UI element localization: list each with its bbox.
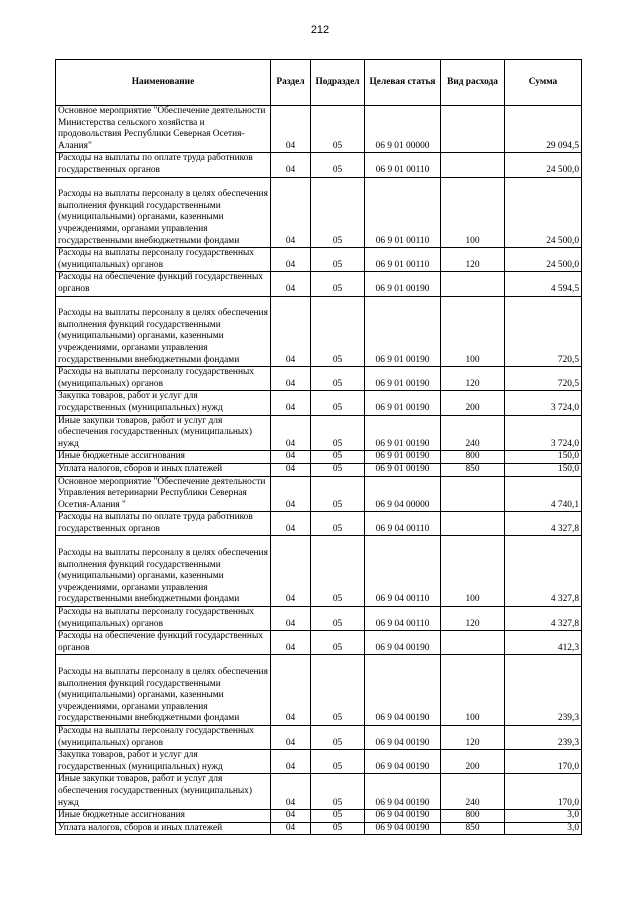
cell-name: Иные бюджетные ассигнования [56,451,271,464]
cell-sum: 24 500,0 [505,177,582,248]
cell-kind [441,476,505,512]
table-row [56,153,582,177]
cell-kind: 200 [441,750,505,774]
cell-name: Уплата налогов, сборов и иных платежей [56,463,271,476]
cell-name: Иные закупки товаров, работ и услуг для обеспечения государственных (муниципальных) нужд [56,774,271,810]
table-row [56,367,582,391]
cell-kind: 100 [441,177,505,248]
table-row [56,248,582,272]
cell-kind: 200 [441,391,505,415]
table-row [56,810,582,823]
cell-section: 04 [271,177,311,248]
cell-sum: 720,5 [505,296,582,367]
cell-target: 06 9 01 00190 [365,296,441,367]
cell-sum: 412,3 [505,631,582,655]
header-name: Наименование [56,60,271,106]
cell-section: 04 [271,391,311,415]
cell-section: 04 [271,106,311,153]
page-number: 212 [310,24,330,36]
cell-sum: 4 594,5 [505,272,582,296]
cell-target: 06 9 01 00110 [365,248,441,272]
cell-name: Расходы на выплаты персоналу в целях обеспечения выполнения функций государственными (муниципальными) органами, казенными учреждениями, органами управления государственными внебюджетными фондами [56,177,271,248]
cell-name: Расходы на выплаты персоналу государственных (муниципальных) органов [56,726,271,750]
table-row [56,177,582,248]
budget-table [55,59,582,835]
cell-name: Иные закупки товаров, работ и услуг для обеспечения государственных (муниципальных) нужд [56,415,271,451]
cell-name: Закупка товаров, работ и услуг для государственных (муниципальных) нужд [56,391,271,415]
table-row [56,655,582,726]
cell-subsection: 05 [311,536,365,607]
cell-subsection: 05 [311,512,365,536]
cell-subsection: 05 [311,726,365,750]
cell-target: 06 9 01 00190 [365,451,441,464]
table-row [56,463,582,476]
cell-subsection: 05 [311,750,365,774]
cell-sum: 29 094,5 [505,106,582,153]
cell-kind: 120 [441,607,505,631]
cell-sum: 3 724,0 [505,391,582,415]
cell-name: Расходы на выплаты по оплате труда работников государственных органов [56,153,271,177]
cell-section: 04 [271,463,311,476]
cell-kind: 120 [441,367,505,391]
cell-name: Основное мероприятие "Обеспечение деятельности Управления ветеринарии Республики Северная Осетия-Алания " [56,476,271,512]
cell-kind: 100 [441,536,505,607]
cell-name: Расходы на выплаты персоналу в целях обеспечения выполнения функций государственными (муниципальными) органами, казенными учреждениями, органами управления государственными внебюджетными фондами [56,536,271,607]
table-row [56,476,582,512]
cell-target: 06 9 04 00190 [365,726,441,750]
header-section: Раздел [271,60,311,106]
cell-section: 04 [271,810,311,823]
cell-name: Расходы на выплаты персоналу в целях обеспечения выполнения функций государственными (муниципальными) органами, казенными учреждениями, органами управления государственными внебюджетными фондами [56,296,271,367]
cell-section: 04 [271,536,311,607]
cell-subsection: 05 [311,607,365,631]
cell-name: Расходы на выплаты персоналу государственных (муниципальных) органов [56,367,271,391]
table-row [56,631,582,655]
cell-kind: 800 [441,451,505,464]
cell-target: 06 9 01 00190 [365,463,441,476]
cell-name: Уплата налогов, сборов и иных платежей [56,822,271,835]
table-row [56,106,582,153]
cell-target: 06 9 04 00190 [365,750,441,774]
cell-name: Иные бюджетные ассигнования [56,810,271,823]
header-kind: Вид расхода [441,60,505,106]
table-header-row [56,60,582,106]
cell-target: 06 9 04 00190 [365,810,441,823]
cell-section: 04 [271,631,311,655]
cell-kind: 850 [441,822,505,835]
cell-target: 06 9 04 00000 [365,476,441,512]
cell-target: 06 9 01 00110 [365,153,441,177]
cell-section: 04 [271,774,311,810]
cell-sum: 24 500,0 [505,248,582,272]
table-row [56,726,582,750]
cell-target: 06 9 04 00190 [365,631,441,655]
cell-kind: 120 [441,726,505,750]
cell-name: Расходы на выплаты персоналу государственных (муниципальных) органов [56,607,271,631]
cell-section: 04 [271,367,311,391]
cell-target: 06 9 04 00110 [365,512,441,536]
cell-sum: 720,5 [505,367,582,391]
cell-target: 06 9 04 00190 [365,655,441,726]
cell-kind: 850 [441,463,505,476]
cell-sum: 4 327,8 [505,536,582,607]
cell-kind: 100 [441,296,505,367]
cell-name: Расходы на обеспечение функций государственных органов [56,631,271,655]
table-row [56,272,582,296]
cell-target: 06 9 04 00190 [365,822,441,835]
cell-section: 04 [271,607,311,631]
cell-section: 04 [271,415,311,451]
cell-subsection: 05 [311,367,365,391]
cell-sum: 3,0 [505,810,582,823]
cell-target: 06 9 01 00190 [365,272,441,296]
cell-subsection: 05 [311,774,365,810]
cell-section: 04 [271,296,311,367]
cell-subsection: 05 [311,296,365,367]
cell-section: 04 [271,476,311,512]
header-sum: Сумма [505,60,582,106]
cell-target: 06 9 04 00190 [365,774,441,810]
cell-kind [441,272,505,296]
cell-subsection: 05 [311,631,365,655]
cell-section: 04 [271,726,311,750]
cell-kind: 800 [441,810,505,823]
cell-subsection: 05 [311,248,365,272]
table-row [56,512,582,536]
cell-section: 04 [271,451,311,464]
cell-section: 04 [271,750,311,774]
table-row [56,774,582,810]
cell-sum: 24 500,0 [505,153,582,177]
cell-section: 04 [271,248,311,272]
cell-subsection: 05 [311,153,365,177]
cell-kind: 100 [441,655,505,726]
table-row [56,536,582,607]
cell-target: 06 9 01 00190 [365,391,441,415]
cell-name: Расходы на обеспечение функций государственных органов [56,272,271,296]
cell-section: 04 [271,822,311,835]
cell-kind: 120 [441,248,505,272]
cell-subsection: 05 [311,476,365,512]
cell-name: Закупка товаров, работ и услуг для государственных (муниципальных) нужд [56,750,271,774]
cell-name: Расходы на выплаты по оплате труда работников государственных органов [56,512,271,536]
cell-subsection: 05 [311,415,365,451]
cell-sum: 239,3 [505,726,582,750]
cell-target: 06 9 04 00110 [365,607,441,631]
cell-target: 06 9 01 00110 [365,177,441,248]
cell-sum: 170,0 [505,750,582,774]
table-row [56,607,582,631]
header-target: Целевая статья [365,60,441,106]
cell-subsection: 05 [311,822,365,835]
table-body [56,106,582,835]
cell-name: Расходы на выплаты персоналу в целях обеспечения выполнения функций государственными (муниципальными) органами, казенными учреждениями, органами управления государственными внебюджетными фондами [56,655,271,726]
cell-kind: 240 [441,774,505,810]
cell-subsection: 05 [311,655,365,726]
cell-subsection: 05 [311,463,365,476]
cell-sum: 150,0 [505,451,582,464]
cell-subsection: 05 [311,451,365,464]
table-row [56,750,582,774]
cell-kind [441,153,505,177]
cell-name: Расходы на выплаты персоналу государственных (муниципальных) органов [56,248,271,272]
cell-sum: 150,0 [505,463,582,476]
cell-sum: 4 327,8 [505,512,582,536]
cell-section: 04 [271,272,311,296]
table-row [56,451,582,464]
table-row [56,391,582,415]
cell-sum: 4 740,1 [505,476,582,512]
cell-subsection: 05 [311,106,365,153]
cell-kind [441,512,505,536]
cell-kind [441,631,505,655]
cell-subsection: 05 [311,810,365,823]
cell-section: 04 [271,153,311,177]
cell-section: 04 [271,655,311,726]
cell-kind: 240 [441,415,505,451]
cell-target: 06 9 01 00190 [365,367,441,391]
cell-subsection: 05 [311,272,365,296]
cell-sum: 3 724,0 [505,415,582,451]
cell-subsection: 05 [311,391,365,415]
cell-target: 06 9 04 00110 [365,536,441,607]
table-row [56,822,582,835]
table-row [56,296,582,367]
cell-target: 06 9 01 00190 [365,415,441,451]
cell-sum: 4 327,8 [505,607,582,631]
table-row [56,415,582,451]
cell-sum: 3,0 [505,822,582,835]
cell-sum: 170,0 [505,774,582,810]
header-subsection: Подраздел [311,60,365,106]
cell-name: Основное мероприятие "Обеспечение деятельности Министерства сельского хозяйства и продовольствия Республики Северная Осетия-Алания" [56,106,271,153]
cell-target: 06 9 01 00000 [365,106,441,153]
cell-kind [441,106,505,153]
cell-section: 04 [271,512,311,536]
cell-sum: 239,3 [505,655,582,726]
cell-subsection: 05 [311,177,365,248]
